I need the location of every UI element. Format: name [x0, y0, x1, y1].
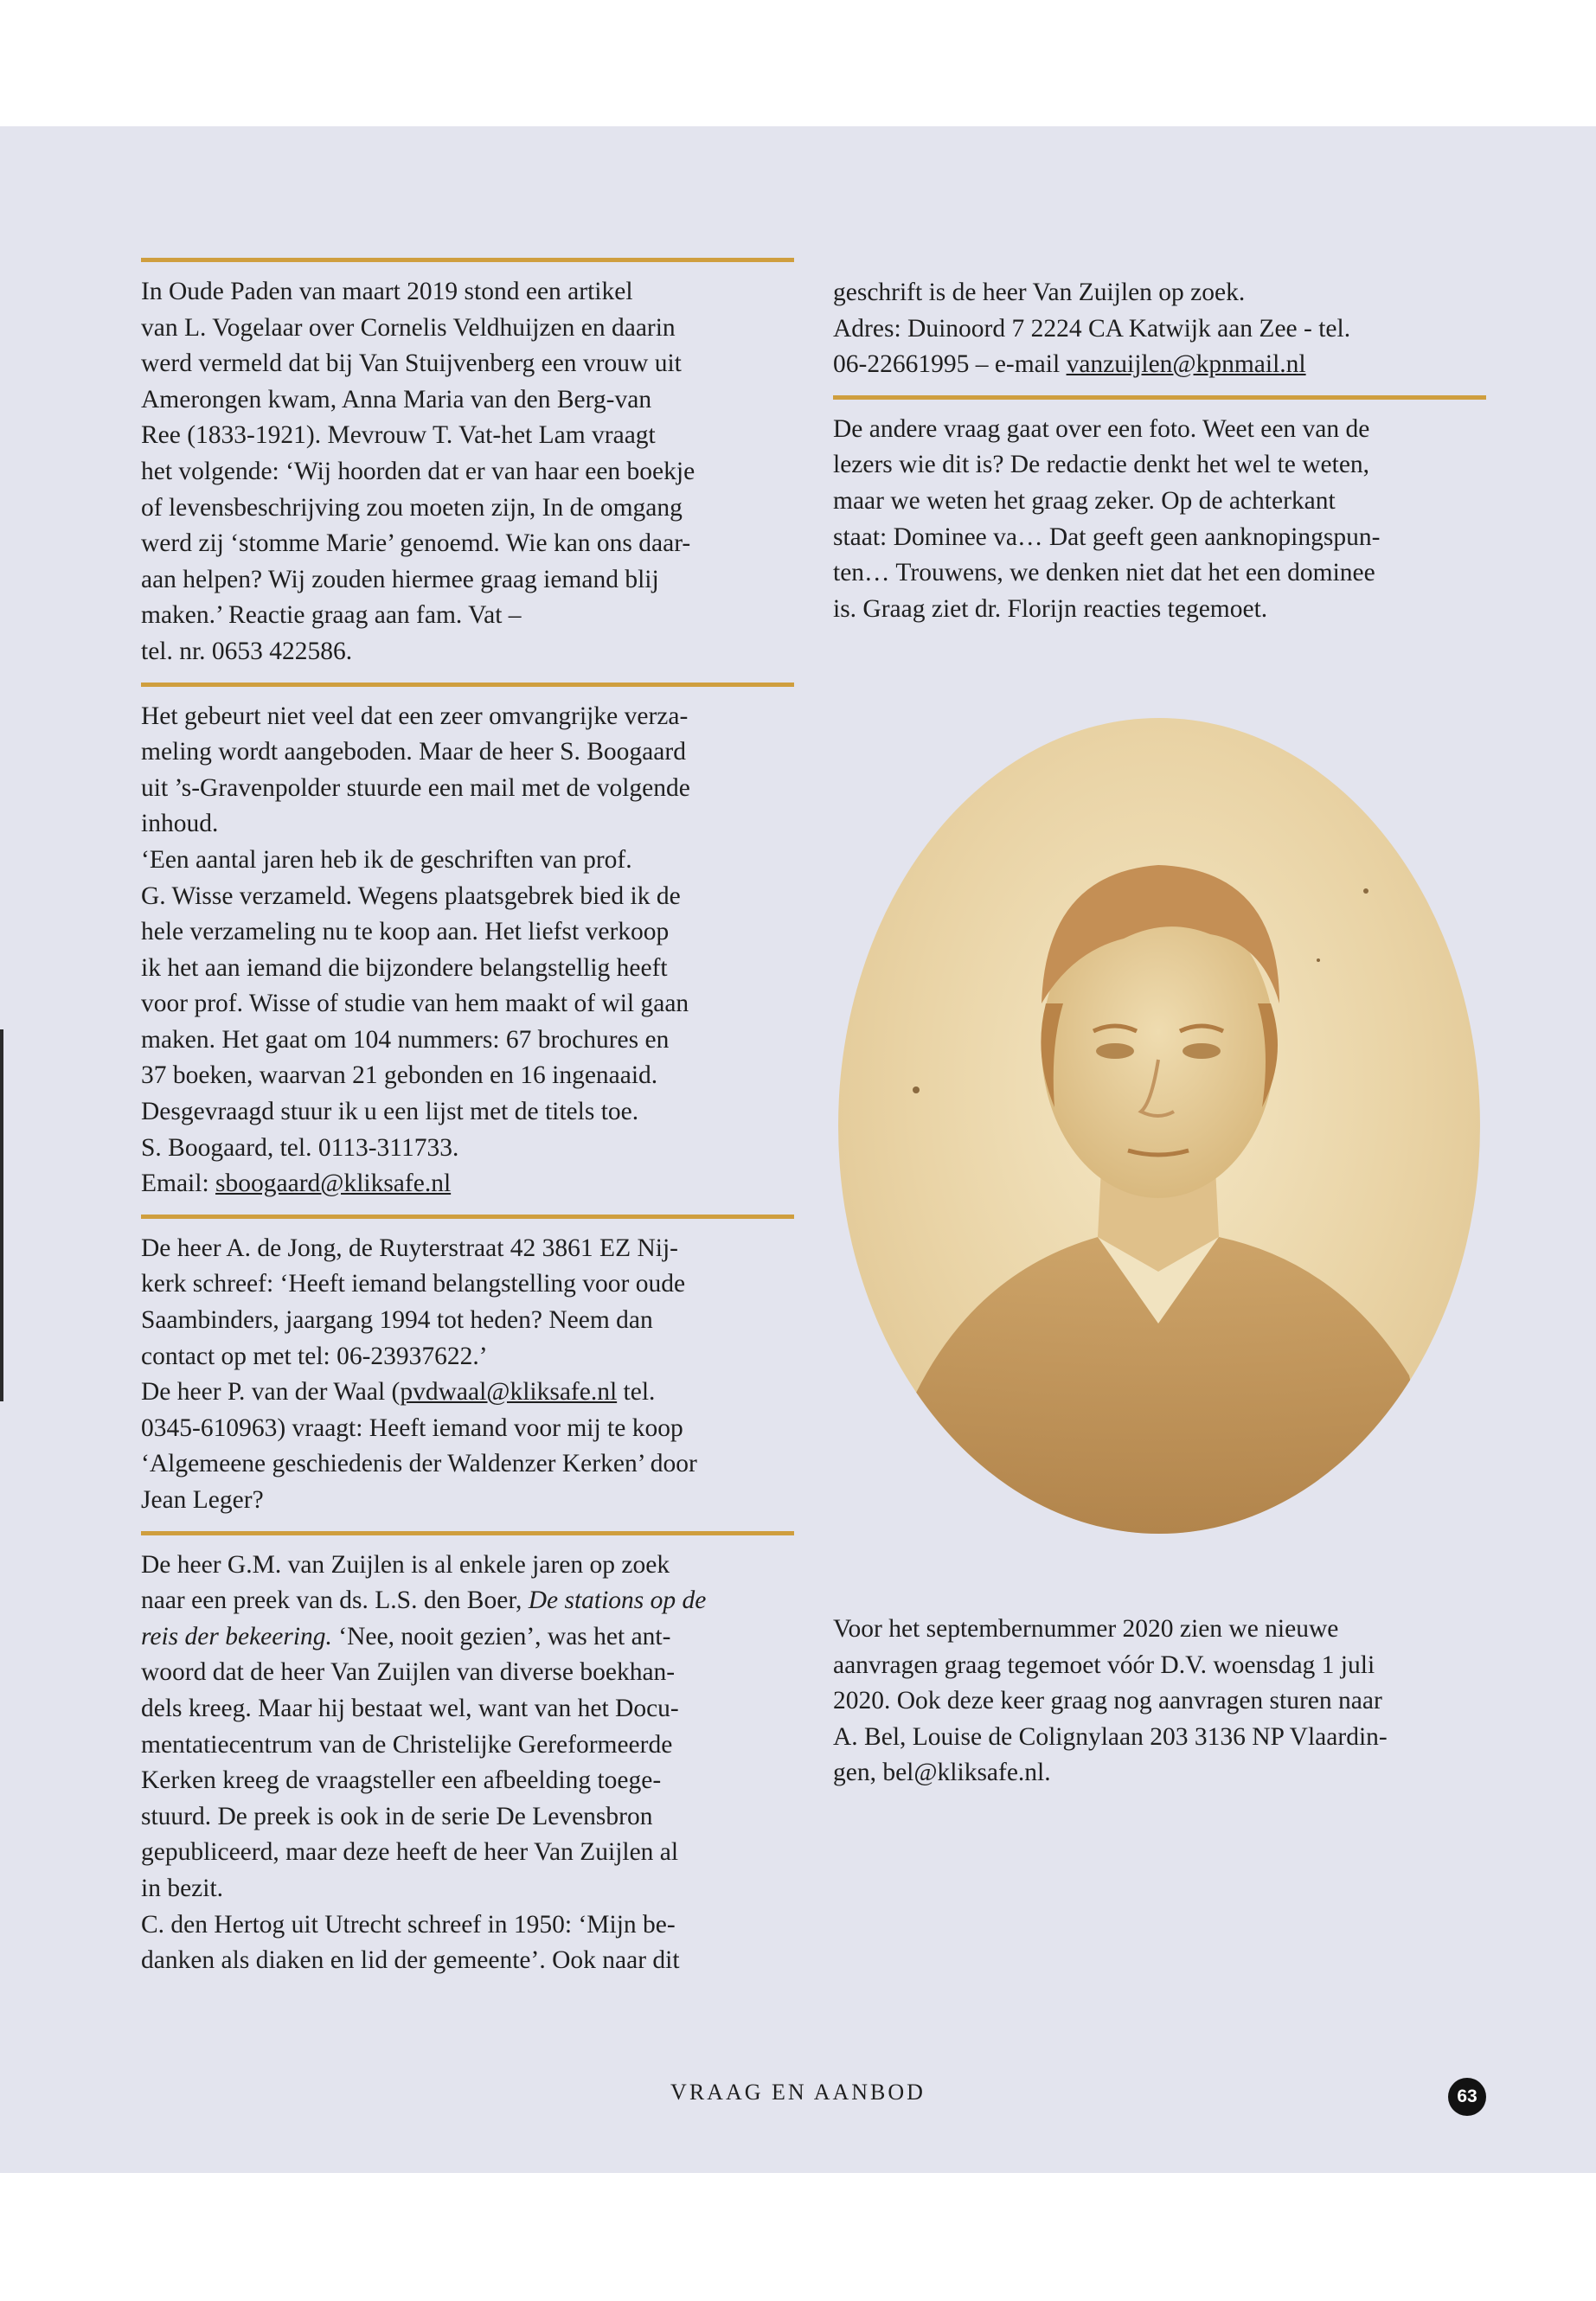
text-line: 2020. Ook deze keer graag nog aanvragen sturen naar [833, 1687, 1382, 1715]
right-column [833, 275, 1486, 627]
text-line: danken als diaken en lid der gemeente’. Ook naar dit [141, 1946, 680, 1975]
text-line: Kerken kreeg de vraagsteller een afbeelding toege- [141, 1766, 662, 1795]
section-rule [833, 395, 1486, 400]
text-line: van L. Vogelaar over Cornelis Veldhuijzen en daarin [141, 313, 676, 342]
text-line: maken.’ Reactie graag aan fam. Vat – [141, 601, 522, 630]
portrait-illustration [838, 718, 1480, 1534]
text-line: A. Bel, Louise de Colignylaan 203 3136 NP Vlaardin- [833, 1722, 1388, 1751]
text-line: gen, bel@kliksafe.nl. [833, 1759, 1051, 1787]
text-line: kerk schreef: ‘Heeft iemand belangstelling voor oude [141, 1270, 686, 1298]
text-line: Voor het septembernummer 2020 zien we nieuwe [833, 1615, 1339, 1643]
text-line: aan helpen? Wij zouden hiermee graag iemand blij [141, 565, 659, 593]
email-line [141, 1166, 794, 1202]
article-block-de-jong [141, 1231, 794, 1519]
text-line: hele verzameling nu te koop aan. Het liefst verkoop [141, 918, 670, 946]
text-line: ‘Algemeene geschiedenis der Waldenzer Kerken’ door [141, 1450, 697, 1478]
text-line: of levensbeschrijving zou moeten zijn, In de omgang [141, 493, 683, 522]
text-line: woord dat de heer Van Zuijlen van diverse boekhan- [141, 1658, 676, 1687]
text-line: 0345-610963) vraagt: Heeft iemand voor mij te koop [141, 1413, 683, 1442]
text-line: De heer G.M. van Zuijlen is al enkele jaren op zoek [141, 1550, 670, 1579]
text-line: ten… Trouwens, we denken niet dat het een dominee [833, 559, 1375, 587]
text-line: maar we weten het graag zeker. Op de achterkant [833, 486, 1336, 515]
section-rule [141, 1531, 794, 1535]
section-rule [141, 683, 794, 687]
text-line: het volgende: ‘Wij hoorden dat er van haar een boekje [141, 457, 695, 485]
text-line: maken. Het gaat om 104 nummers: 67 brochures en [141, 1025, 670, 1054]
text-line: Amerongen kwam, Anna Maria van den Berg-van [141, 385, 652, 413]
text-line: werd zij ‘stomme Marie’ genoemd. Wie kan ons daar- [141, 529, 691, 558]
text-line: contact op met tel: 06-23937622.’ [141, 1342, 488, 1370]
binding-edge-mark [0, 1029, 3, 1401]
text-line: S. Boogaard, tel. 0113-311733. [141, 1133, 459, 1162]
text-fragment: De heer P. van der Waal ( [141, 1378, 401, 1407]
section-footer-label: VRAAG EN AANBOD [670, 2080, 926, 2105]
closing-note [833, 1612, 1486, 1791]
text-line: dels kreeg. Maar hij bestaat wel, want van het Docu- [141, 1694, 679, 1722]
email-label: Email: [141, 1170, 216, 1198]
continuation-block [833, 275, 1486, 383]
text-line: tel. nr. 0653 422586. [141, 637, 353, 665]
sermon-title: reis der bekeering. [141, 1622, 332, 1650]
text-line: werd vermeld dat bij Van Stuijvenberg een vrouw uit [141, 349, 682, 378]
text-line: 37 boeken, waarvan 21 gebonden en 16 ingenaaid. [141, 1061, 658, 1090]
left-column [141, 258, 794, 1991]
text-line [141, 1619, 794, 1656]
text-line: Ree (1833-1921). Mevrouw T. Vat-het Lam vraagt [141, 421, 656, 450]
text-line: Adres: Duinoord 7 2224 CA Katwijk aan Zee - tel. [833, 314, 1351, 343]
text-line: De andere vraag gaat over een foto. Weet een van de [833, 414, 1370, 443]
text-line: G. Wisse verzameld. Wegens plaatsgebrek bied ik de [141, 881, 681, 910]
text-fragment: tel. [617, 1378, 656, 1407]
text-line: is. Graag ziet dr. Florijn reacties tegemoet. [833, 594, 1268, 623]
text-line: Saambinders, jaargang 1994 tot heden? Neem dan [141, 1306, 653, 1335]
section-rule [141, 1215, 794, 1219]
text-line: stuurd. De preek is ook in de serie De Levensbron [141, 1802, 653, 1830]
text-line: In Oude Paden van maart 2019 stond een artikel [141, 278, 633, 305]
article-block-van-zuijlen [141, 1548, 794, 1979]
text-line: voor prof. Wisse of studie van hem maakt of wil gaan [141, 990, 689, 1018]
text-line: gepubliceerd, maar deze heeft de heer Van Zuijlen al [141, 1838, 679, 1867]
text-line: aanvragen graag tegemoet vóór D.V. woensdag 1 juli [833, 1650, 1375, 1679]
boogaard-email-link[interactable]: sboogaard@kliksafe.nl [215, 1170, 452, 1198]
text-fragment: ‘Nee, nooit gezien’, was het ant- [331, 1622, 671, 1650]
text-line: geschrift is de heer Van Zuijlen op zoek. [833, 279, 1246, 306]
text-line: ‘Een aantal jaren heb ik de geschriften van prof. [141, 845, 632, 874]
page-number-badge: 63 [1448, 2078, 1486, 2116]
closing-block [833, 1612, 1486, 1791]
text-line: meling wordt aangeboden. Maar de heer S. Boogaard [141, 738, 686, 766]
article-block-boogaard [141, 699, 794, 1202]
text-line [141, 1375, 794, 1411]
text-line [141, 1583, 794, 1619]
text-line: staat: Dominee va… Dat geeft geen aanknopingspun- [833, 522, 1381, 551]
pvdwaal-email-link[interactable]: pvdwaal@kliksafe.nl [400, 1378, 618, 1407]
text-line: Jean Leger? [141, 1486, 264, 1514]
sermon-title: De stations op de [528, 1586, 707, 1615]
text-fragment: naar een preek van ds. L.S. den Boer, [141, 1586, 529, 1615]
text-line: De heer A. de Jong, de Ruyterstraat 42 3861 EZ Nij- [141, 1234, 678, 1262]
text-line: lezers wie dit is? De redactie denkt het wel te weten, [833, 451, 1370, 479]
text-fragment: 06-22661995 – e-mail [833, 350, 1067, 379]
text-line: uit ’s-Gravenpolder stuurde een mail met de volgende [141, 773, 690, 802]
oval-portrait-photo [838, 718, 1480, 1534]
text-line: ik het aan iemand die bijzondere belangstellig heeft [141, 953, 668, 982]
section-rule [141, 258, 794, 262]
vanzuijlen-email-link[interactable]: vanzuijlen@kpnmail.nl [1066, 350, 1306, 379]
text-line: in bezit. [141, 1874, 224, 1902]
text-line: C. den Hertog uit Utrecht schreef in 1950: ‘Mijn be- [141, 1910, 676, 1939]
text-line: Desgevraagd stuur ik u een lijst met de titels toe. [141, 1098, 639, 1126]
photo-question-block [833, 412, 1486, 628]
text-line: inhoud. [141, 810, 219, 838]
article-block-vogelaar [141, 274, 794, 670]
text-line: mentatiecentrum van de Christelijke Gereformeerde [141, 1730, 673, 1759]
text-line: Het gebeurt niet veel dat een zeer omvangrijke verza- [141, 702, 689, 730]
text-line [833, 347, 1486, 383]
